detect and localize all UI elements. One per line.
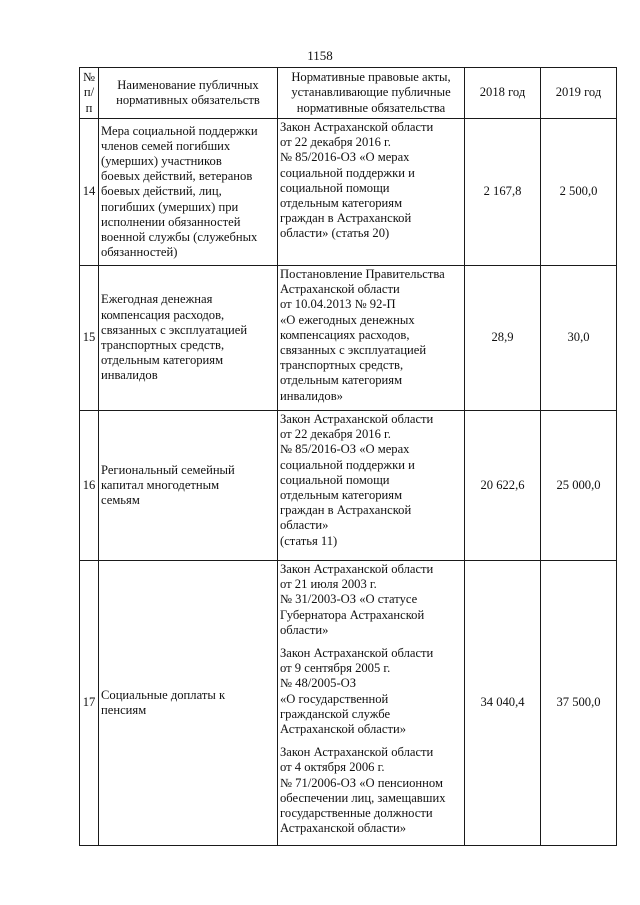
row-number: 15 xyxy=(80,266,99,411)
header-legal-acts: Нормативные правовые акты, устанавливающие публичные нормативные обязательства xyxy=(278,68,465,119)
legal-acts-cell xyxy=(278,119,465,266)
table-row xyxy=(80,266,617,411)
table-row xyxy=(80,561,617,846)
amount-2018: 20 622,6 xyxy=(465,411,541,561)
row-number: 16 xyxy=(80,411,99,561)
header-number: № п/п xyxy=(80,68,99,119)
amount-2018: 2 167,8 xyxy=(465,119,541,266)
amount-2019: 30,0 xyxy=(541,266,617,411)
amount-2019: 2 500,0 xyxy=(541,119,617,266)
legal-acts-cell xyxy=(278,411,465,561)
table-row xyxy=(80,119,617,266)
header-year-2019: 2019 год xyxy=(541,68,617,119)
obligation-name: Социальные доплаты к пенсиям xyxy=(99,561,278,846)
header-obligation-name: Наименование публичных нормативных обязательств xyxy=(99,68,278,119)
legal-act: Закон Астраханской области от 9 сентября 2005 г. № 48/2005-ОЗ «О государственной гражданской службе Астраханской области» xyxy=(280,646,434,737)
obligations-table xyxy=(79,67,617,846)
amount-2019: 25 000,0 xyxy=(541,411,617,561)
row-number: 17 xyxy=(80,561,99,846)
legal-act: Постановление Правительства Астраханской области от 10.04.2013 № 92-П «О ежегодных денежных компенсациях расходов, связанных с эксплуатацией транспортных средств, отдельным категориям инвалидов» xyxy=(280,267,445,403)
obligation-name: Ежегодная денежная компенсация расходов, связанных с эксплуатацией транспортных средств, отдельным категориям инвалидов xyxy=(99,266,278,411)
table-header-row xyxy=(80,68,617,119)
table-row xyxy=(80,411,617,561)
page-number: 1158 xyxy=(307,48,333,63)
obligation-name: Мера социальной поддержки членов семей погибших (умерших) участников боевых действий, ветеранов боевых действий, лиц, погибших (умерших) при исполнении обязанностей военной службы (служебных обязанностей) xyxy=(99,119,278,266)
row-number: 14 xyxy=(80,119,99,266)
legal-act: Закон Астраханской области от 22 декабря 2016 г. № 85/2016-ОЗ «О мерах социальной поддержки и социальной помощи отдельным категориям граждан в Астраханской области» (статья 11) xyxy=(280,412,434,548)
amount-2019: 37 500,0 xyxy=(541,561,617,846)
legal-act: Закон Астраханской области от 21 июля 2003 г. № 31/2003-ОЗ «О статусе Губернатора Астраханской области» xyxy=(280,562,434,637)
legal-act: Закон Астраханской области от 4 октября 2006 г. № 71/2006-ОЗ «О пенсионном обеспечении лиц, замещавших государственные должности Астраханской области» xyxy=(280,745,446,836)
legal-acts-cell xyxy=(278,266,465,411)
amount-2018: 28,9 xyxy=(465,266,541,411)
obligation-name: Региональный семейный капитал многодетным семьям xyxy=(99,411,278,561)
amount-2018: 34 040,4 xyxy=(465,561,541,846)
legal-act: Закон Астраханской области от 22 декабря 2016 г. № 85/2016-ОЗ «О мерах социальной поддержки и социальной помощи отдельным категориям граждан в Астраханской области» (статья 20) xyxy=(280,120,434,241)
legal-acts-cell xyxy=(278,561,465,846)
header-year-2018: 2018 год xyxy=(465,68,541,119)
